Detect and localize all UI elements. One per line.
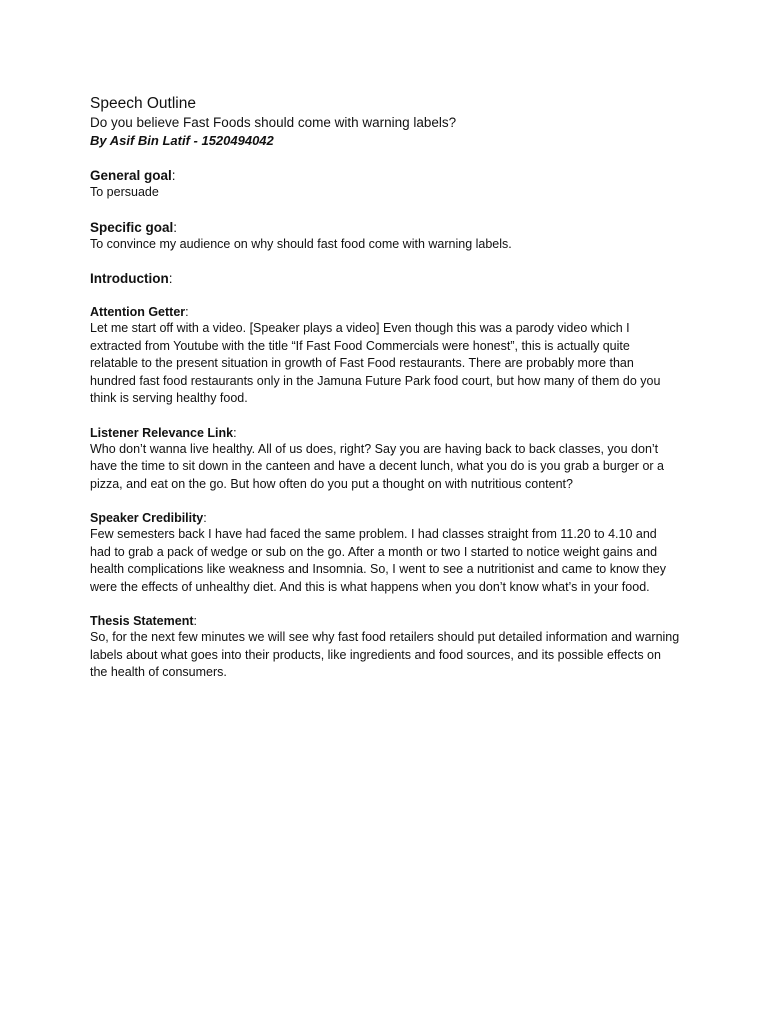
general-goal-colon: : <box>171 168 176 183</box>
thesis-statement-heading <box>90 613 680 629</box>
thesis-statement-text: So, for the next few minutes we will see why fast food retailers should put detailed information and warning labels about what goes into their products, like ingredients and food sources, and its possible effects on the health of consumers. <box>90 630 680 679</box>
speaker-credibility-heading-label: Speaker Credibility <box>90 511 204 525</box>
introduction-colon: : <box>168 271 173 286</box>
specific-goal-heading <box>90 219 680 236</box>
thesis-statement-colon: : <box>193 614 197 628</box>
thesis-statement-heading-label: Thesis Statement <box>90 614 194 628</box>
attention-getter-heading-label: Attention Getter <box>90 305 186 319</box>
general-goal-heading-label: General goal <box>90 168 172 183</box>
speaker-credibility-text: Few semesters back I have had faced the same problem. I had classes straight from 11.20 to 4.10 and had to grab a pack of wedge or sub on the go. After a month or two I started to notice weight gains and health complications like weakness and Insomnia. So, I went to see a nutritionist and came to know they were the effects of unhealthy diet. And this is what happens when you don’t know what’s in your food. <box>90 527 667 594</box>
attention-getter-colon: : <box>185 305 189 319</box>
introduction-heading <box>90 270 680 287</box>
listener-relevance-heading-label: Listener Relevance Link <box>90 425 234 440</box>
document-title: Speech Outline <box>90 95 196 112</box>
document-subtitle: Do you believe Fast Foods should come with warning labels? <box>90 115 457 130</box>
document-author: By Asif Bin Latif - 1520494042 <box>90 133 274 148</box>
attention-getter-text: Let me start off with a video. [Speaker plays a video] Even though this was a parody video which I extracted from Youtube with the title “If Fast Food Commercials were honest”, this is actually quite relatable to the present situation in growth of Fast Food restaurants. There are probably more than hundred fast food restaurants only in the Jamuna Future Park food court, but how many of them do you think is serving healthy food. <box>90 321 661 405</box>
listener-relevance-colon: : <box>233 425 237 440</box>
speaker-credibility-heading <box>90 510 680 526</box>
listener-relevance-heading <box>90 425 680 441</box>
speaker-credibility-colon: : <box>203 511 207 525</box>
specific-goal-heading-label: Specific goal <box>90 219 174 235</box>
listener-relevance-text: Who don’t wanna live healthy. All of us does, right? Say you are having back to back classes, you don’t have the time to sit down in the canteen and have a decent lunch, what you do is you grab a burger or a pizza, and eat on the go. But how often do you put a thought on with nutritious content? <box>90 441 664 491</box>
general-goal-text: To persuade <box>90 185 159 199</box>
general-goal-heading <box>90 167 680 184</box>
specific-goal-text: To convince my audience on why should fast food come with warning labels. <box>90 236 512 251</box>
attention-getter-heading <box>90 304 680 320</box>
document-page <box>90 94 680 682</box>
introduction-heading-label: Introduction <box>90 271 169 286</box>
specific-goal-colon: : <box>173 219 178 235</box>
